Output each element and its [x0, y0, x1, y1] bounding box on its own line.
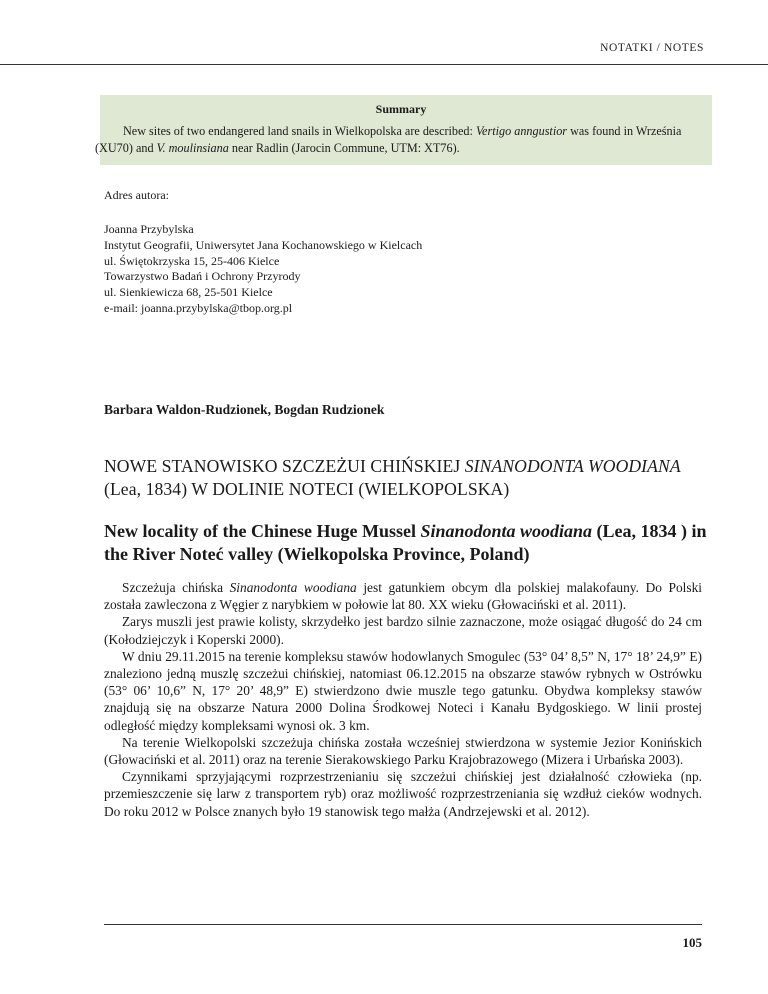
title-pl-part-b: (Lea, 1834) W DOLINIE NOTECI (WIELKOPOLSKA) [104, 479, 510, 499]
footer-rule [104, 924, 702, 925]
address-block [104, 222, 422, 317]
address-line: Joanna Przybylska [104, 222, 194, 236]
title-en-species: Sinanodonta woodiana [420, 521, 593, 541]
address-label: Adres autora: [104, 188, 169, 202]
article-title-en [104, 520, 724, 566]
article-authors: Barbara Waldon-Rudzionek, Bogdan Rudzionek [104, 402, 385, 417]
paragraph-1 [104, 579, 702, 613]
p1-part-a: Szczeżuja chińska [122, 580, 230, 595]
address-line: Instytut Geografii, Uniwersytet Jana Kochanowskiego w Kielcach [104, 237, 423, 252]
summary-text-b: was found in Września (XU70) and [95, 124, 682, 155]
summary-text-a: New sites of two endangered land snails in Wielkopolska are described: [123, 124, 476, 138]
paragraph-4: Na terenie Wielkopolski szczeżuja chińska została wcześniej stwierdzona w systemie Jezior Konińskich (Głowaciński et al. 2011) oraz na terenie Sierakowskiego Parku Krajobrazowego (Mizera i Urbańska 2003). [104, 734, 702, 768]
paragraph-3: W dniu 29.11.2015 na terenie kompleksu stawów hodowlanych Smogulec (53° 04’ 8,5” N, 17° 18’ 24,9” E) znaleziono jedną muszlę szczeżui chińskiej, natomiast 06.12.2015 na obszarze stawów rybnych w Ostrówku (53° 06’ 10,6” N, 17° 20’ 48,9” E) stwierdzono dwie muszle tego gatunku. Obydwa kompleksy stawów znajdują się na obszarze Natura 2000 Dolina Środkowej Noteci i Kanału Bydgoskiego. W linii prostej odległość między kompleksami wynosi ok. 3 km. [104, 648, 702, 733]
address-line: ul. Sienkiewicza 68, 25-501 Kielce [104, 285, 273, 300]
summary-title: Summary [375, 102, 427, 116]
p1-part-b: jest gatunkiem obcym dla polskiej malakofauny. Do Polski została zawleczona z Węgier z narybkiem w połowie lat 80. XX wieku (Głowaciński et al. 2011). [104, 580, 703, 613]
title-pl-species: SINANODONTA WOODIANA [464, 456, 681, 476]
address-email: e-mail: joanna.przybylska@tbop.org.pl [104, 300, 293, 315]
title-en-part-b: (Lea, 1834 ) in the River Noteć valley (Wielkopolska Province, Poland) [104, 521, 707, 564]
summary-text-c: near Radlin (Jarocin Commune, UTM: XT76). [228, 140, 460, 155]
summary-species-1: Vertigo anngustior [475, 124, 568, 138]
paragraph-2: Zarys muszli jest prawie kolisty, skrzydełko jest bardzo silnie zaznaczone, może osiągać długość do 24 cm (Kołodziejczyk i Koperski 2000). [104, 614, 702, 647]
paragraph-5: Czynnikami sprzyjającymi rozprzestrzenianiu się szczeżui chińskiej jest działalność człowieka (np. przemieszczenie się larw z transportem ryb) oraz możliwość rozprzestrzeniania się wzdłuż cieków wodnych. Do roku 2012 w Polsce znanych było 19 stanowisk tego małża (Andrzejewski et al. 2012). [104, 769, 702, 819]
summary-species-2: V. moulinsiana [156, 140, 229, 155]
p1-species: Sinanodonta woodiana [229, 580, 357, 595]
summary-text [95, 123, 715, 156]
address-line: ul. Świętokrzyska 15, 25-406 Kielce [104, 253, 280, 268]
article-body [104, 579, 702, 820]
page-number: 105 [682, 935, 702, 950]
title-pl-part-a: NOWE STANOWISKO SZCZEŻUI CHIŃSKIEJ [104, 456, 465, 476]
header-rule [0, 64, 768, 65]
running-head: NOTATKI / NOTES [600, 42, 704, 54]
address-line: Towarzystwo Badań i Ochrony Przyrody [104, 269, 301, 284]
title-en-part-a: New locality of the Chinese Huge Mussel [104, 521, 421, 541]
article-title-pl [104, 455, 704, 501]
